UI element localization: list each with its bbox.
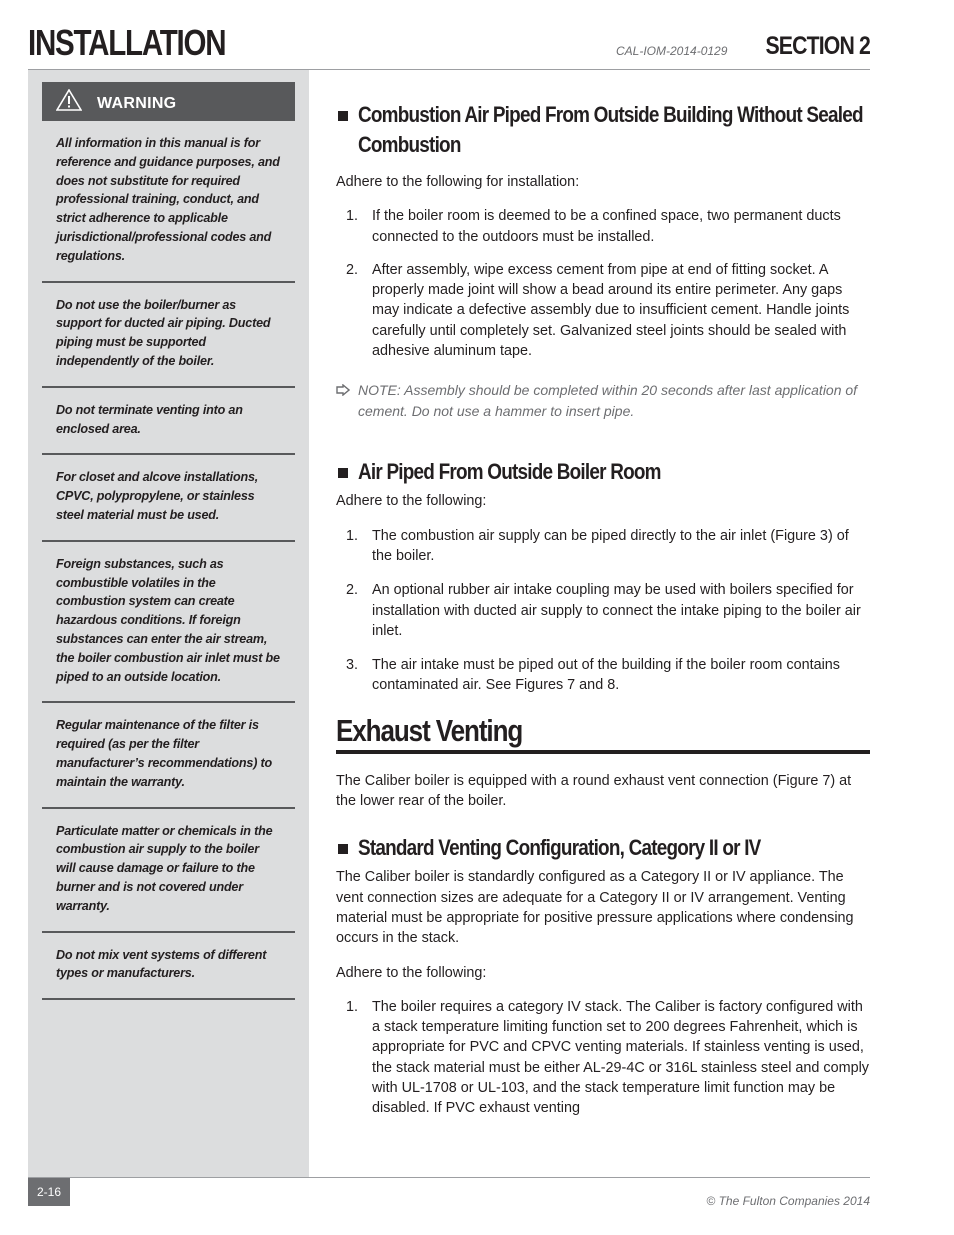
list-item: 3. The air intake must be piped out of the building if the boiler room contains contaminated air. See Figures 7 and 8.	[346, 657, 840, 694]
paragraph: The Caliber boiler is standardly configured as a Category II or IV appliance. The vent connection sizes are adequate for a Category II or IV arrangement. Venting material must be appropriate for positive pressure applications where condensing occurs in the stack.	[336, 869, 854, 947]
list-item: 1. The boiler requires a category IV stack. The Caliber is factory configured with a stack temperature limiting function set to 200 degrees Fahrenheit, which is appropriate for PVC and CPVC venting materials. If stainless venting is used, the stack material must be either AL-29-4C or 316L stainless steel and comply with UL-1708 or UL-103, and the stack temperature limit function may be disabled. If PVC exhaust venting	[346, 998, 869, 1117]
warning-item: Do not mix vent systems of different types or manufacturers.	[42, 933, 295, 1001]
section-heading: Air Piped From Outside Boiler Room	[336, 457, 870, 487]
warning-item: Particulate matter or chemicals in the combustion air supply to the boiler will cause damage or failure to the burner and is not covered under warranty.	[42, 809, 295, 933]
heading-rule	[336, 750, 870, 754]
warning-item: Regular maintenance of the filter is required (as per the filter manufacturer’s recommendations) to maintain the warranty.	[42, 703, 295, 808]
section-label: SECTION 2	[765, 32, 870, 60]
paragraph: Adhere to the following:	[336, 493, 487, 510]
warning-header	[42, 82, 295, 121]
page-number: 2-16	[28, 1178, 70, 1206]
square-bullet-icon	[338, 844, 348, 854]
section-heading: Standard Venting Configuration, Category II or IV	[336, 833, 870, 863]
square-bullet-icon	[338, 468, 348, 478]
list-item: 1. If the boiler room is deemed to be a confined space, two permanent ducts connected to the outdoors must be installed.	[346, 208, 841, 245]
chapter-heading: Exhaust Venting	[336, 712, 523, 748]
warning-item: All information in this manual is for reference and guidance purposes, and does not substitute for required professional training, conduct, and strict adherence to applicable jurisdictional/professional codes and regulations.	[42, 121, 295, 283]
section-heading: Combustion Air Piped From Outside Building Without Sealed Combustion	[336, 100, 870, 160]
numbered-list	[336, 206, 870, 361]
page-title: INSTALLATION	[28, 22, 226, 63]
warning-item: Do not terminate venting into an enclosed area.	[42, 388, 295, 456]
warning-item: Foreign substances, such as combustible volatiles in the combustion system can create hazardous conditions. If foreign substances can enter the air stream, the boiler combustion air inlet must be piped to an outside location.	[42, 542, 295, 704]
paragraph: Adhere to the following for installation:	[336, 174, 580, 190]
warning-triangle-icon	[56, 89, 82, 111]
square-bullet-icon	[338, 111, 348, 121]
footer-divider	[28, 1177, 870, 1178]
copyright: © The Fulton Companies 2014	[706, 1194, 870, 1208]
list-item: 1. The combustion air supply can be piped directly to the air inlet (Figure 3) of the boiler.	[346, 527, 849, 564]
list-item: 2. After assembly, wipe excess cement from pipe at end of fitting socket. A properly made joint will show a bead around its entire perimeter. Any gaps may indicate a defective assembly due to insufficient cement. Handle joints carefully until completely set. Galvanized steel joints should be sealed with adhesive aluminum tape.	[346, 261, 850, 360]
warning-item: Do not use the boiler/burner as support for ducted air piping. Ducted piping must be supported independently of the boiler.	[42, 283, 295, 388]
numbered-list	[336, 997, 870, 1119]
warning-label: WARNING	[97, 95, 177, 112]
warning-list	[42, 121, 295, 1000]
numbered-list	[336, 526, 870, 696]
note: NOTE: Assembly should be completed within 20 seconds after last application of cement. Do not use a hammer to insert pipe.	[336, 380, 870, 422]
document-number: CAL-IOM-2014-0129	[616, 44, 728, 58]
pointing-hand-icon	[336, 384, 350, 396]
warning-item: For closet and alcove installations, CPVC, polypropylene, or stainless steel material must be used.	[42, 455, 295, 541]
paragraph: Adhere to the following:	[336, 964, 487, 981]
paragraph: The Caliber boiler is equipped with a round exhaust vent connection (Figure 7) at the lower rear of the boiler.	[336, 772, 852, 810]
list-item: 2. An optional rubber air intake coupling may be used with boilers specified for installation with ducted air supply to connect the intake piping to the boiler air inlet.	[346, 582, 861, 639]
main-content	[336, 100, 870, 1119]
